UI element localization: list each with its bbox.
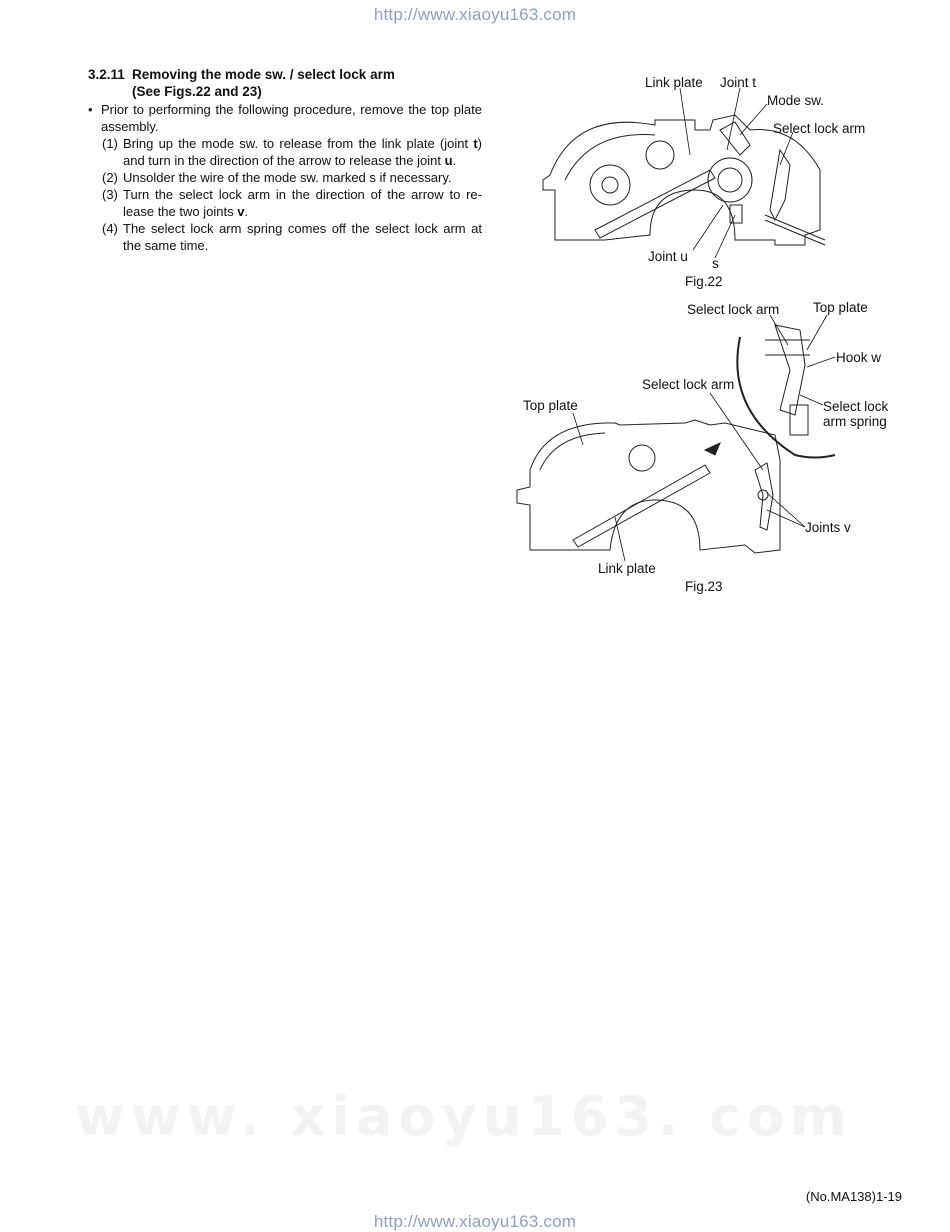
chassis-outline <box>517 420 780 553</box>
label-s: s <box>712 256 719 271</box>
mode-switch-disc <box>708 158 752 202</box>
label-select-lock-arm-top: Select lock arm <box>687 302 780 317</box>
detail-arm <box>775 325 805 415</box>
label-select-lock-arm-mid: Select lock arm <box>642 377 735 392</box>
step-label: (1) <box>102 136 118 151</box>
solder-tab <box>730 205 742 223</box>
section-subtitle: (See Figs.22 and 23) <box>132 84 262 99</box>
select-lock-arm <box>770 150 790 220</box>
intro-text: Prior to performing the following procedure, remove the top plate assembly. <box>101 102 482 134</box>
label-joint-t: Joint t <box>720 75 757 90</box>
page-number: (No.MA138)1-19 <box>805 1189 902 1204</box>
select-lock-arm <box>755 463 773 530</box>
watermark-url-bottom: http://www.xiaoyu163.com <box>373 1212 577 1231</box>
figure-22-drawing <box>535 70 895 295</box>
step-text: Bring up the mode sw. to release from the link plate (joint t) and turn in the direction of the arrow to release the joint u. <box>123 136 482 168</box>
label-joints-v: Joints v <box>805 520 851 535</box>
link-plate-rack <box>573 465 710 547</box>
leader-lines <box>573 315 835 561</box>
step-text: The select lock arm spring comes off the select lock arm at the same time. <box>123 221 482 253</box>
watermark-url-top: http://www.xiaoyu163.com <box>373 5 577 24</box>
detail-block <box>790 405 808 435</box>
label-select-lock-spring-1: Select lock <box>823 399 889 414</box>
label-select-lock-arm: Select lock arm <box>773 121 866 136</box>
step-label: (3) <box>102 187 118 202</box>
upper-gear <box>646 141 674 169</box>
mode-switch-body <box>720 122 750 155</box>
step-item <box>102 135 482 169</box>
caption-fig22: Fig.22 <box>685 274 723 289</box>
procedure-text <box>88 101 482 254</box>
label-select-lock-spring-2: arm spring <box>823 414 887 429</box>
step-item <box>102 169 482 186</box>
left-gear <box>590 165 630 205</box>
figure-23-drawing <box>505 295 905 600</box>
label-joint-u: Joint u <box>648 249 688 264</box>
figure-22 <box>535 70 895 295</box>
caption-fig23: Fig.23 <box>685 579 723 594</box>
figure-23 <box>505 295 905 600</box>
section-title: Removing the mode sw. / select lock arm <box>132 67 395 82</box>
label-link-plate: Link plate <box>598 561 656 576</box>
chassis-arc <box>565 135 655 180</box>
label-top-plate-left: Top plate <box>523 398 578 413</box>
intro-paragraph <box>88 101 482 135</box>
label-hook-w: Hook w <box>836 350 882 365</box>
step-text: Turn the select lock arm in the direction of the arrow to re-lease the two joints v. <box>123 187 482 219</box>
arrow-icon <box>705 443 720 455</box>
label-mode-sw: Mode sw. <box>767 93 825 108</box>
step-item <box>102 220 482 254</box>
link-plate-rack <box>595 170 715 238</box>
step-label: (4) <box>102 221 118 236</box>
step-label: (2) <box>102 170 118 185</box>
watermark-site: www. xiaoyu163. com <box>75 1085 853 1148</box>
chassis-arc <box>540 433 605 470</box>
step-text: Unsolder the wire of the mode sw. marked s if necessary. <box>123 170 452 185</box>
section-number: 3.2.11 <box>88 67 125 82</box>
label-top-plate-right: Top plate <box>813 300 868 315</box>
label-link-plate: Link plate <box>645 75 703 90</box>
bullet-icon: • <box>88 102 93 117</box>
gear <box>629 445 655 471</box>
section-heading <box>88 66 395 100</box>
step-item <box>102 186 482 220</box>
